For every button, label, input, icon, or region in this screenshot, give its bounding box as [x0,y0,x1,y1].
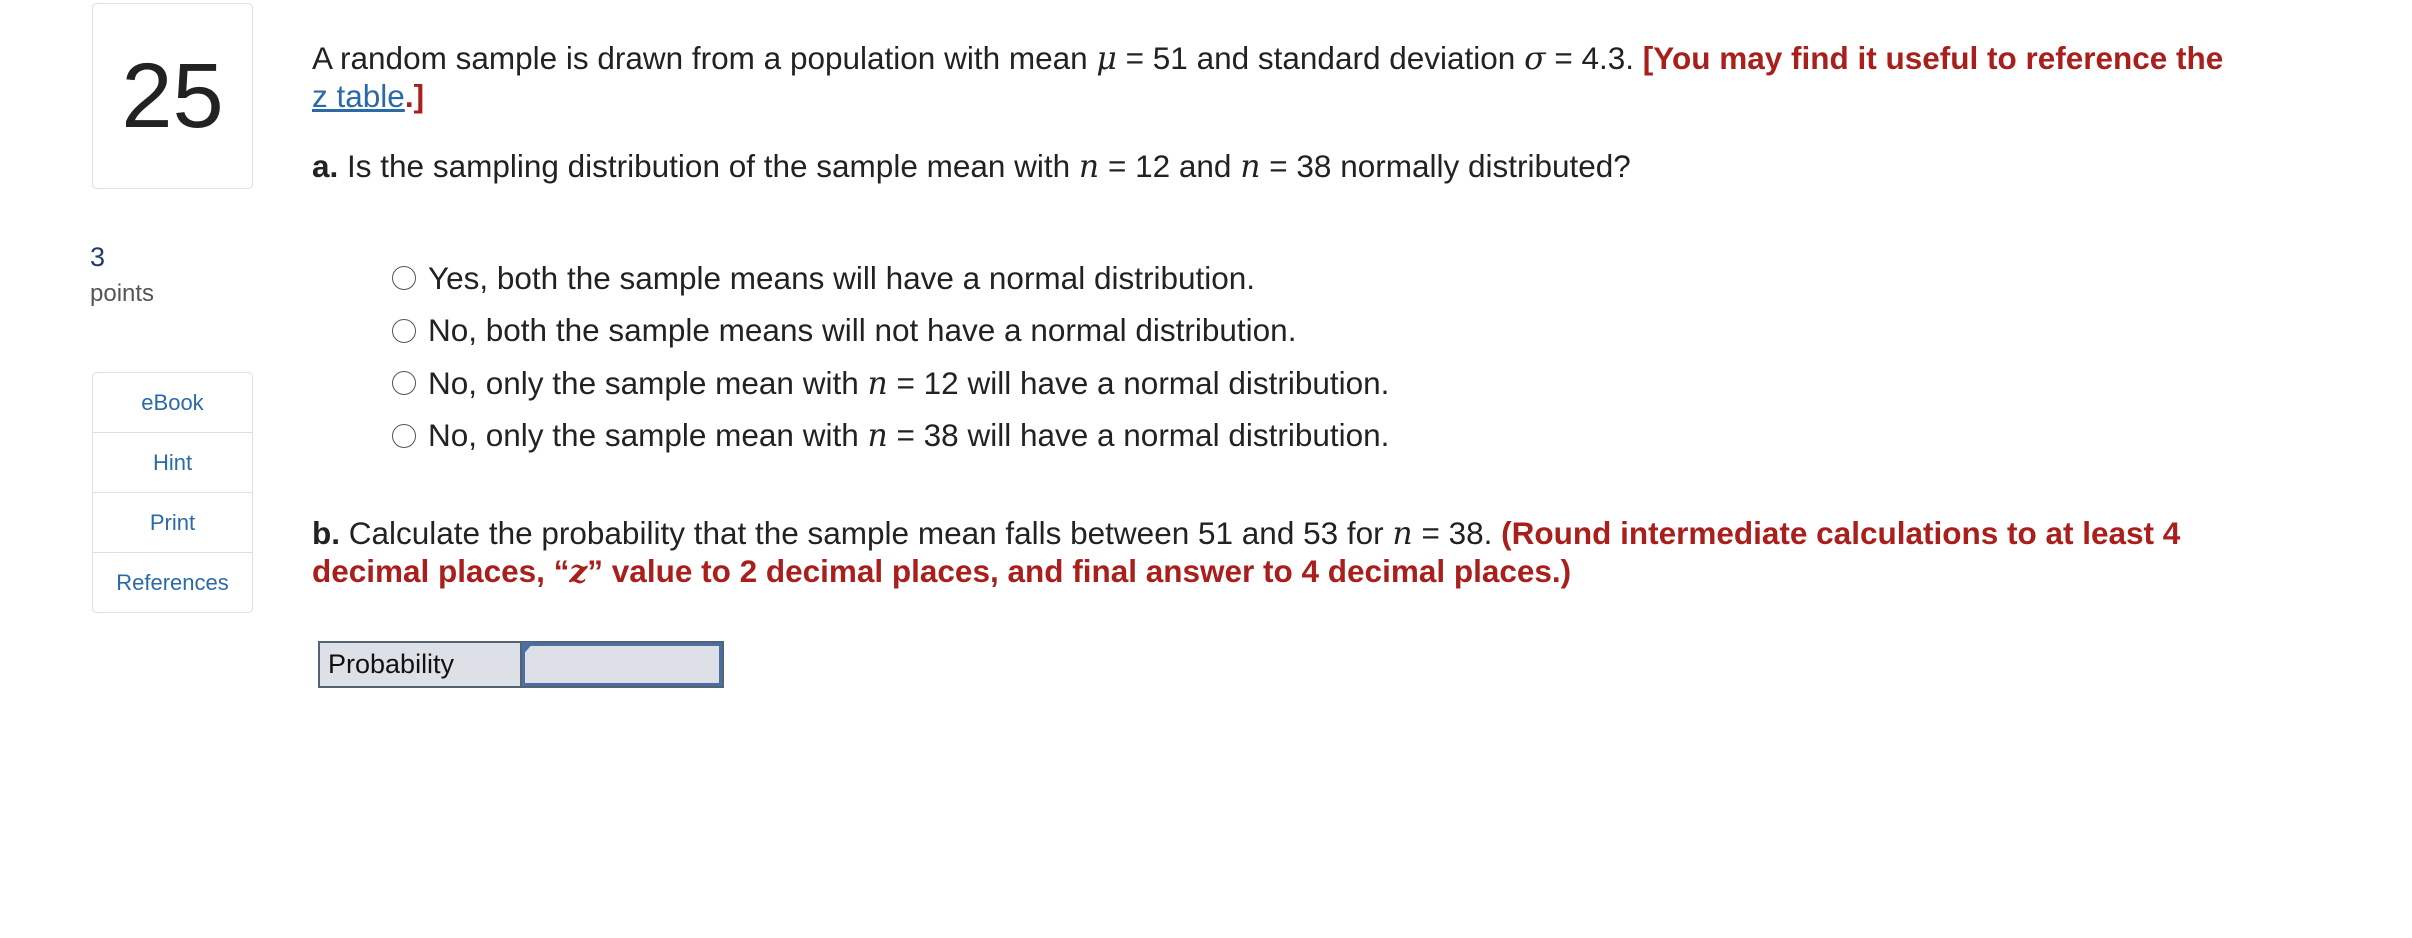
mu-symbol: μ [1096,41,1117,77]
probability-input[interactable] [522,643,722,686]
option-4[interactable] [392,410,1389,463]
input-corner-marker [522,642,534,656]
sigma-symbol: σ [1524,41,1546,77]
print-link[interactable]: Print [93,493,252,553]
option-label: No, both the sample means will not have a normal distribution. [428,312,1297,349]
part-a-label: a. [312,148,339,184]
radio-button[interactable] [392,424,416,448]
radio-button[interactable] [392,371,416,395]
option-label: No, only the sample mean with n = 12 will have a normal distribution. [428,364,1390,402]
part-b-question: b. Calculate the probability that the sample mean falls between 51 and 53 for n = 38. (Round intermediate calculations to at least 4 decimal places, “z” value to 2 decimal places, and final answer to 4 decimal places.) [312,515,2181,591]
answer-table [318,641,724,688]
intro-text: = 4.3. [1545,40,1643,76]
option-label: Yes, both the sample means will have a normal distribution. [428,259,1256,296]
answer-options [392,252,1389,462]
option-1[interactable] [392,252,1389,305]
points-value: 3 [90,242,106,272]
rounding-instructions: (Round intermediate calculations to at least 4 decimal places, “z” value to 2 decimal places, and final answer to 4 decimal places.) [312,515,2181,591]
option-3[interactable] [392,357,1389,410]
part-a-question: a. Is the sampling distribution of the sample mean with n = 12 and n = 38 normally distributed? [312,148,1631,185]
side-menu [92,372,253,613]
ebook-link[interactable]: eBook [93,373,252,433]
probability-label: Probability [320,643,522,686]
z-table-link[interactable]: z table [312,78,405,115]
option-2[interactable] [392,305,1389,358]
references-link[interactable]: References [116,569,229,595]
part-b-label: b. [312,515,340,551]
radio-button[interactable] [392,266,416,290]
option-label: No, only the sample mean with n = 38 will have a normal distribution. [428,417,1390,455]
intro-text: = 51 and standard deviation [1116,40,1525,76]
reference-note: [You may find it useful to reference the z table.] [312,40,2224,115]
points-label: points [90,280,155,307]
radio-button[interactable] [392,319,416,343]
question-number: 25 [92,3,253,189]
question-intro [312,40,2272,115]
intro-text: A random sample is drawn from a population with mean [312,40,1097,76]
hint-link[interactable]: Hint [93,433,252,493]
